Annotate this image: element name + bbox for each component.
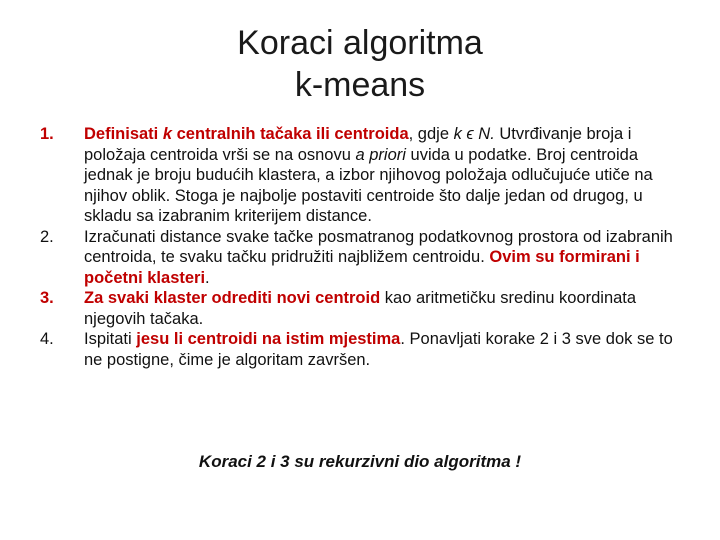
footer-note: Koraci 2 i 3 su rekurzivni dio algoritma ! xyxy=(198,452,522,471)
step-1 xyxy=(40,124,680,227)
step-text-part: . xyxy=(205,268,210,287)
step-text-part: Za svaki klaster odrediti novi centroid xyxy=(84,289,381,307)
step-number: 1. xyxy=(40,125,54,143)
step-text-part: centralnih tačaka ili centroida xyxy=(172,125,409,143)
step-text-part: Izračunati distance svake tačke posmatranog podatkovnog prostora od izabranih centroida, te svaku tačku pridružiti najbližem centroidu. xyxy=(84,227,673,266)
step-text-part: k xyxy=(162,125,173,143)
step-text-part: uvida u podatke. Broj centroida jednak je broju budućih klastera, a izbor njihovog položaja odlučujuće utiče na njihov oblik. Stoga je najbolje postaviti centroide što dalje jedan od drugog, u skladu sa izabranim kriterijem distance. xyxy=(84,145,653,225)
step-number: 3. xyxy=(40,289,54,307)
step-text-part: jesu li centroidi na istim mjestima xyxy=(136,330,401,348)
step-text-part: k ϵ N. xyxy=(453,125,495,143)
step-text-part: Ovim su formirani i početni klasteri xyxy=(84,248,640,287)
step-text-part: , gdje xyxy=(408,125,454,143)
slide-title xyxy=(0,22,720,106)
steps-list xyxy=(40,124,680,370)
title-line-1: Koraci algoritma xyxy=(237,24,483,62)
step-text-part: Utvrđivanje broja i položaja centroida vrši se na osnovu xyxy=(84,125,632,164)
step-text-part: kao aritmetičku sredinu koordinata njegovih tačaka. xyxy=(84,289,637,328)
step-text-part: . Ponavljati korake 2 i 3 sve dok se to ne postigne, čime je algoritam završen. xyxy=(84,330,673,369)
step-2 xyxy=(40,227,680,289)
step-4 xyxy=(40,329,680,370)
step-3 xyxy=(40,288,680,329)
step-text-part: Definisati xyxy=(84,125,163,143)
step-number: 2. xyxy=(40,227,54,246)
step-text-part: Ispitati xyxy=(84,330,137,348)
step-text-part: a priori xyxy=(355,145,406,164)
step-number: 4. xyxy=(40,330,54,348)
title-line-2: k-means xyxy=(294,66,426,104)
